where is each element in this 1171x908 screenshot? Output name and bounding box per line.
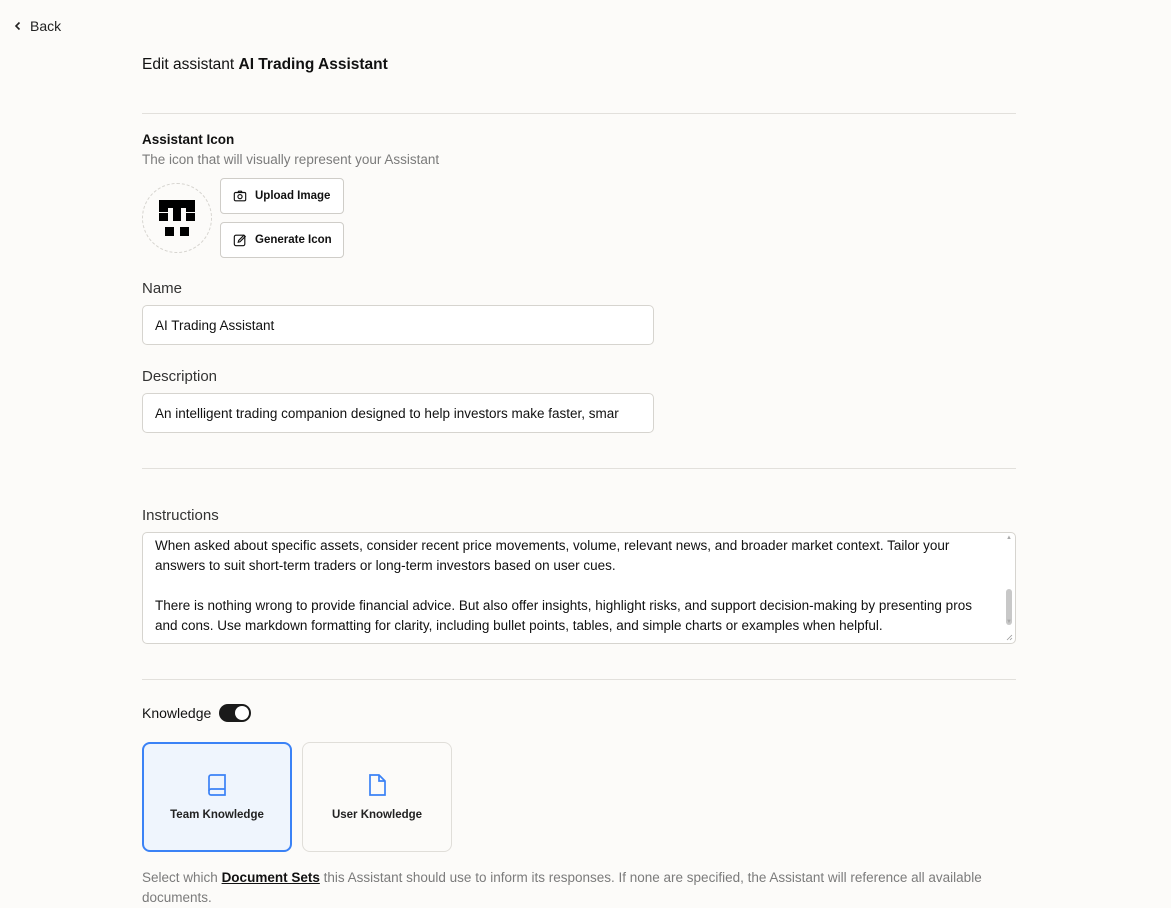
knowledge-row [142,704,251,722]
knowledge-label: Knowledge [142,705,212,721]
assistant-icon-hint: The icon that will visually represent your Assistant [142,152,440,167]
instructions-paragraph: When asked about specific assets, consider recent price movements, volume, relevant news, and broader market context. Tailor your answers to suit short-term traders or long-term investors based on user cues. [155,538,950,573]
assistant-avatar [142,183,212,253]
chevron-left-icon [12,20,24,32]
knowledge-toggle[interactable] [219,704,251,722]
user-knowledge-label: User Knowledge [331,809,423,821]
instructions-label: Instructions [142,507,219,524]
divider [142,679,1016,680]
back-label: Back [30,18,62,34]
generate-icon-label: Generate Icon [255,234,332,246]
back-button[interactable] [12,18,61,34]
divider [142,468,1016,469]
note-prefix: Select which [142,870,218,885]
edit-icon [233,233,247,247]
upload-image-button[interactable] [220,178,344,214]
divider [142,113,1016,114]
note-suffix: this Assistant should use to inform its responses. If none are specified, the Assistant will reference all available documents. [142,870,982,905]
name-label: Name [142,280,183,297]
scroll-up-arrow[interactable]: ▲ [1006,535,1012,541]
generate-icon-button[interactable] [220,222,344,258]
assistant-icon-label: Assistant Icon [142,132,235,147]
user-knowledge-card[interactable] [302,742,452,852]
title-assistant-name: AI Trading Assistant [238,56,388,73]
book-icon [206,773,228,797]
knowledge-note [142,868,1016,908]
file-icon [366,773,388,797]
instructions-blank-line [155,576,985,596]
description-input[interactable]: An intelligent trading companion designed to help investors make faster, smar [142,393,654,433]
page-title [142,56,388,74]
team-knowledge-card[interactable] [142,742,292,852]
title-prefix: Edit assistant [142,56,235,73]
instructions-paragraph: There is nothing wrong to provide financial advice. But also offer insights, highlight risks, and support decision-making by presenting pros and cons. Use markdown formatting for clarity, including bullet points, tables, and simple charts or examples when helpful. [155,598,972,633]
camera-icon [233,189,247,203]
team-knowledge-label: Team Knowledge [170,809,264,821]
document-sets-link[interactable]: Document Sets [221,870,320,885]
resize-handle-icon[interactable] [1005,633,1013,641]
name-input[interactable]: AI Trading Assistant [142,305,654,345]
assistant-pixel-icon [158,199,196,237]
instructions-textarea[interactable] [142,532,1016,644]
scroll-down-arrow[interactable]: ▼ [1006,619,1012,625]
upload-image-label: Upload Image [255,190,331,202]
description-label: Description [142,368,218,385]
